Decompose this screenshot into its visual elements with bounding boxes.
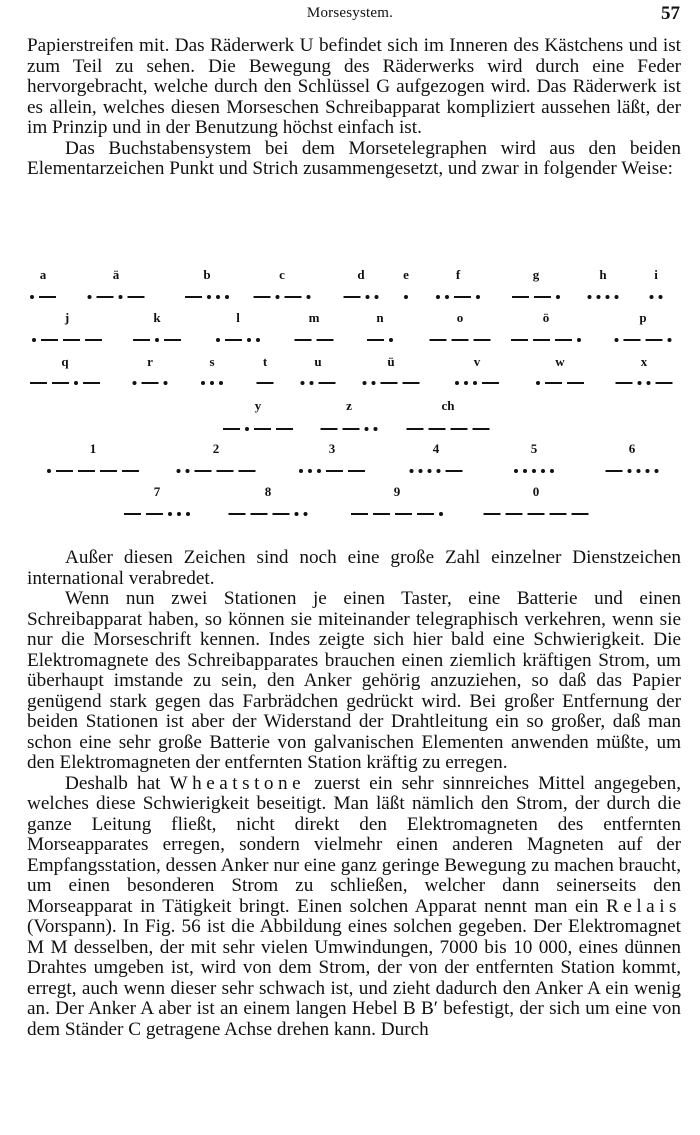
morse-dash xyxy=(446,470,463,473)
morse-code-sequence xyxy=(650,293,663,301)
morse-dot xyxy=(276,295,280,299)
morse-code-sequence xyxy=(30,293,56,301)
morse-dash xyxy=(295,339,312,342)
morse-char-label: l xyxy=(236,310,240,325)
morse-char-label: c xyxy=(279,267,285,282)
morse-char-label: 6 xyxy=(628,441,636,456)
morse-dot xyxy=(30,295,34,299)
morse-dash xyxy=(39,296,56,299)
morse-dash xyxy=(454,296,471,299)
morse-char-label: i xyxy=(654,267,658,282)
morse-code-table xyxy=(0,255,700,525)
morse-char-label: 8 xyxy=(264,484,272,499)
morse-dash xyxy=(367,339,384,342)
morse-char-label: 1 xyxy=(89,441,97,456)
morse-dot xyxy=(216,338,220,342)
morse-dot xyxy=(476,295,480,299)
morse-dash xyxy=(251,513,268,516)
morse-dot xyxy=(219,381,223,385)
morse-char-label: 7 xyxy=(153,484,161,499)
morse-dash xyxy=(133,339,150,342)
morse-dot xyxy=(646,469,650,473)
morse-dash xyxy=(254,428,271,431)
morse-dot xyxy=(247,338,251,342)
morse-dot xyxy=(523,469,527,473)
morse-code-sequence xyxy=(254,293,311,301)
morse-dot xyxy=(419,469,423,473)
text-block-top xyxy=(27,36,681,180)
morse-dot xyxy=(177,469,181,473)
morse-char-label: j xyxy=(64,310,70,325)
morse-dot xyxy=(210,381,214,385)
morse-dot xyxy=(32,338,36,342)
morse-dot xyxy=(310,381,314,385)
morse-char-label: p xyxy=(639,310,647,325)
morse-dash xyxy=(624,339,641,342)
morse-dash xyxy=(100,470,117,473)
morse-dot xyxy=(177,512,181,516)
morse-dot xyxy=(216,295,220,299)
morse-dot xyxy=(445,295,449,299)
morse-dash xyxy=(646,339,663,342)
morse-dot xyxy=(366,295,370,299)
morse-dot xyxy=(659,295,663,299)
morse-code-sequence xyxy=(185,293,229,301)
morse-code-sequence xyxy=(436,293,480,301)
running-title: Morsesystem. xyxy=(306,5,394,21)
morse-dash xyxy=(83,382,100,385)
morse-char-label: f xyxy=(455,267,461,282)
morse-char-label: d xyxy=(357,267,365,282)
morse-dot xyxy=(155,338,159,342)
paragraph-continuation: Papierstreifen mit. Das Räderwerk U befindet sich im Inneren des Kästchens und ist zum Teil zu sehen. Die Bewegung des Räderwerks wird durch eine Feder hervorgebracht, welche durch den Schlüssel G aufgezogen wird. Das Räderwerk ist es allein, welches diesen Morseschen Schreibapparat kompliziert aussehen läßt, der im Prinzip und in der Benutzung höchst einfach ist. xyxy=(27,35,681,138)
morse-dash xyxy=(319,382,336,385)
morse-dot xyxy=(389,338,393,342)
morse-dot xyxy=(550,469,554,473)
morse-dash xyxy=(142,382,159,385)
morse-dot xyxy=(556,295,560,299)
morse-dot xyxy=(375,295,379,299)
morse-code-sequence xyxy=(536,379,584,387)
morse-dash xyxy=(533,339,550,342)
morse-dash xyxy=(185,296,202,299)
morse-dot xyxy=(307,295,311,299)
morse-char-label: 0 xyxy=(532,484,540,499)
morse-char-label: w xyxy=(555,354,565,369)
morse-dash xyxy=(506,513,523,516)
morse-dot xyxy=(304,512,308,516)
morse-code-sequence xyxy=(30,379,100,387)
morse-code-sequence xyxy=(299,467,365,475)
morse-dash xyxy=(407,428,424,431)
morse-dash xyxy=(146,513,163,516)
morse-dot xyxy=(647,381,651,385)
morse-dot xyxy=(437,469,441,473)
morse-dash xyxy=(381,382,398,385)
page-number: 57 xyxy=(661,3,680,24)
morse-dot xyxy=(164,381,168,385)
morse-dot xyxy=(88,295,92,299)
morse-char-label: n xyxy=(376,310,384,325)
morse-dash xyxy=(482,382,499,385)
morse-dash xyxy=(122,470,139,473)
morse-code-sequence xyxy=(514,467,554,475)
paragraph-buchstabensystem: Das Buchstabensystem bei dem Morsetelegraphen wird aus den beiden Elementarzeichen Punkt und Strich zusammengesetzt, und zwar in folgender Weise: xyxy=(27,137,681,179)
morse-char-label: t xyxy=(262,354,268,369)
morse-code-sequence xyxy=(367,336,393,344)
morse-dash xyxy=(317,339,334,342)
morse-dash xyxy=(351,513,368,516)
morse-dot xyxy=(74,381,78,385)
morse-dash xyxy=(164,339,181,342)
paragraph-relais: Deshalb hat Wheatstone zuerst ein sehr sinnreiches Mittel angegeben, welches diese Schwierigkeit beseitigt. Man läßt nämlich den Strom, der durch die ganze Leitung fließt, nicht direkt den Elektromagneten des entfernten Morseapparates erregen, sondern vielmehr einen anderen Magneten auf der Empfangsstation, dessen Anker nur eine ganz geringe Bewegung zu machen braucht, um einen besonderen Strom zu schließen, welcher dann seinerseits den Morseapparat in Tätigkeit bringt. Einen solchen Apparat nennt man ein Relais (Vorspann). In Fig. 56 ist die Abbildung eines solchen gegeben. Der Elektromagnet M M desselben, der mit sehr vielen Umwindungen, 7000 bis 10 000, eines dünnen Drahtes umgeben ist, wird von dem Strom, der von der entfernten Station kommt, erregt, auch wenn dieser sehr schwach ist, und zieht dadurch den Anker A ein wenig an. Der Anker A aber ist an einem langen Hebel B B′ befestigt, der sich um eine von dem Ständer C getragene Achse drehen kann. Durch xyxy=(27,772,681,1040)
morse-dot xyxy=(637,469,641,473)
morse-dash xyxy=(656,382,673,385)
morse-dot xyxy=(541,469,545,473)
morse-dash xyxy=(545,382,562,385)
morse-char-label: 4 xyxy=(432,441,440,456)
morse-dash xyxy=(257,382,274,385)
morse-code-sequence xyxy=(124,510,190,518)
morse-code-sequence xyxy=(430,336,491,344)
morse-char-label: a xyxy=(39,267,47,282)
morse-dash xyxy=(484,513,501,516)
morse-code-sequence xyxy=(512,293,560,301)
morse-code-sequence xyxy=(616,379,673,387)
morse-dot xyxy=(363,381,367,385)
page-header xyxy=(0,3,700,25)
morse-dash xyxy=(429,428,446,431)
morse-char-label: s xyxy=(209,354,215,369)
morse-dot xyxy=(168,512,172,516)
morse-code-sequence xyxy=(32,336,102,344)
morse-code-sequence xyxy=(404,293,408,301)
morse-dash xyxy=(528,513,545,516)
morse-dash xyxy=(41,339,58,342)
morse-char-label: x xyxy=(640,354,648,369)
morse-dot xyxy=(201,381,205,385)
morse-dot xyxy=(133,381,137,385)
morse-dot xyxy=(308,469,312,473)
morse-code-sequence xyxy=(606,467,659,475)
morse-dash xyxy=(395,513,412,516)
morse-dash xyxy=(30,382,47,385)
text-block-bottom xyxy=(27,548,681,1040)
morse-char-label: m xyxy=(308,310,320,325)
morse-dot xyxy=(615,338,619,342)
morse-dot xyxy=(186,469,190,473)
morse-dot xyxy=(225,295,229,299)
morse-dot xyxy=(628,469,632,473)
morse-dot xyxy=(615,295,619,299)
morse-dash xyxy=(128,296,145,299)
morse-char-label: q xyxy=(61,354,69,369)
morse-dash xyxy=(229,513,246,516)
morse-char-label: y xyxy=(254,398,262,413)
morse-dash xyxy=(276,428,293,431)
morse-code-sequence xyxy=(484,510,589,518)
morse-code-sequence xyxy=(511,336,581,344)
morse-dot xyxy=(299,469,303,473)
morse-code-sequence xyxy=(410,467,463,475)
morse-code-sequence xyxy=(201,379,223,387)
morse-code-sequence xyxy=(216,336,260,344)
morse-dash xyxy=(606,470,623,473)
morse-dash xyxy=(217,470,234,473)
morse-char-label: k xyxy=(153,310,161,325)
morse-dot xyxy=(655,469,659,473)
morse-code-sequence xyxy=(133,379,168,387)
morse-char-label: ä xyxy=(112,267,120,282)
morse-char-label: o xyxy=(456,310,464,325)
morse-char-label: ch xyxy=(441,398,455,413)
morse-dash xyxy=(430,339,447,342)
morse-dash xyxy=(63,339,80,342)
person-name-wheatstone: Wheatstone xyxy=(169,772,306,794)
morse-dot xyxy=(410,469,414,473)
morse-dash xyxy=(417,513,434,516)
morse-dot xyxy=(514,469,518,473)
morse-dot xyxy=(428,469,432,473)
paragraph-stationen: Wenn nun zwei Stationen je einen Taster, eine Batterie und einen Schreibapparat haben, so können sie miteinander telegraphisch verkehren, wenn sie nur die Morseschrift kennen. Indes zeigte sich hier bald eine Schwierigkeit. Die Elektromagnete des Schreibapparates brauchen einen ziemlich kräftigen Strom, um überhaupt imstande zu sein, den Anker gehörig anzuziehen, so daß das Papier genügend stark gegen das Farbrädchen gedrückt wird. Bei großer Entfernung der beiden Stationen ist aber der Widerstand der Drahtleitung ein so großer, daß man schon eine sehr große Batterie von galvanischen Elementen anwenden müßte, um den Elektromagneten der entfernten Station kräftig zu erregen. xyxy=(27,588,681,773)
morse-dash xyxy=(254,296,271,299)
morse-dot xyxy=(365,427,369,431)
morse-dash xyxy=(572,513,589,516)
morse-dot xyxy=(317,469,321,473)
morse-dash xyxy=(550,513,567,516)
morse-dot xyxy=(455,381,459,385)
morse-dot xyxy=(597,295,601,299)
morse-dash xyxy=(273,513,290,516)
morse-dot xyxy=(374,427,378,431)
morse-code-sequence xyxy=(407,425,490,433)
morse-char-label: ü xyxy=(387,354,395,369)
morse-dot xyxy=(436,295,440,299)
morse-dot xyxy=(668,338,672,342)
morse-dash xyxy=(326,470,343,473)
morse-char-label: ö xyxy=(542,310,550,325)
morse-dash xyxy=(474,339,491,342)
morse-dash xyxy=(223,428,240,431)
morse-dot xyxy=(473,381,477,385)
morse-dot xyxy=(577,338,581,342)
morse-code-sequence xyxy=(88,293,145,301)
morse-char-label: e xyxy=(403,267,409,282)
morse-dash xyxy=(534,296,551,299)
morse-char-label: g xyxy=(532,267,540,282)
morse-dash xyxy=(52,382,69,385)
morse-dash xyxy=(225,339,242,342)
morse-dash xyxy=(452,339,469,342)
morse-dash xyxy=(195,470,212,473)
morse-code-sequence xyxy=(455,379,499,387)
morse-dot xyxy=(588,295,592,299)
morse-dash xyxy=(97,296,114,299)
morse-dash xyxy=(567,382,584,385)
morse-code-sequence xyxy=(344,293,379,301)
morse-dash xyxy=(344,296,361,299)
morse-dash xyxy=(555,339,572,342)
morse-code-sequence xyxy=(615,336,672,344)
morse-dash xyxy=(343,428,360,431)
morse-char-label: v xyxy=(473,354,481,369)
morse-dash xyxy=(285,296,302,299)
morse-dash xyxy=(85,339,102,342)
morse-char-label: z xyxy=(346,398,352,413)
morse-char-label: 5 xyxy=(530,441,538,456)
morse-dot xyxy=(439,512,443,516)
morse-dot xyxy=(372,381,376,385)
morse-dot xyxy=(638,381,642,385)
morse-dash xyxy=(511,339,528,342)
morse-dash xyxy=(124,513,141,516)
morse-dot xyxy=(256,338,260,342)
morse-dash xyxy=(373,513,390,516)
morse-code-sequence xyxy=(133,336,181,344)
morse-dot xyxy=(119,295,123,299)
morse-code-sequence xyxy=(223,425,293,433)
morse-code-sequence xyxy=(177,467,256,475)
morse-code-sequence xyxy=(301,379,336,387)
morse-dot xyxy=(207,295,211,299)
morse-code-sequence xyxy=(229,510,308,518)
morse-dot xyxy=(186,512,190,516)
morse-char-label: u xyxy=(314,354,322,369)
morse-code-sequence xyxy=(588,293,619,301)
morse-code-sequence xyxy=(47,467,139,475)
term-relais: Relais xyxy=(606,895,681,917)
morse-code-sequence xyxy=(321,425,378,433)
morse-char-label: 9 xyxy=(393,484,401,499)
morse-dot xyxy=(301,381,305,385)
morse-dot xyxy=(47,469,51,473)
morse-char-label: r xyxy=(147,354,153,369)
morse-dot xyxy=(606,295,610,299)
morse-dash xyxy=(403,382,420,385)
morse-dash xyxy=(56,470,73,473)
morse-dash xyxy=(239,470,256,473)
morse-dash xyxy=(473,428,490,431)
morse-dot xyxy=(295,512,299,516)
morse-char-label: h xyxy=(599,267,607,282)
morse-dot xyxy=(536,381,540,385)
morse-code-sequence xyxy=(295,336,334,344)
morse-code-sequence xyxy=(257,379,274,387)
morse-dot xyxy=(650,295,654,299)
morse-char-label: 2 xyxy=(212,441,220,456)
morse-code-sequence xyxy=(363,379,420,387)
morse-dot xyxy=(245,427,249,431)
morse-char-label: 3 xyxy=(328,441,336,456)
morse-code-sequence xyxy=(351,510,443,518)
morse-dash xyxy=(321,428,338,431)
paragraph-dienstzeichen: Außer diesen Zeichen sind noch eine große Zahl einzelner Dienstzeichen international verabredet. xyxy=(27,547,681,589)
morse-dash xyxy=(348,470,365,473)
morse-dot xyxy=(464,381,468,385)
morse-dash xyxy=(616,382,633,385)
morse-dot xyxy=(404,295,408,299)
morse-dot xyxy=(532,469,536,473)
morse-char-label: b xyxy=(203,267,211,282)
morse-dash xyxy=(512,296,529,299)
morse-dash xyxy=(451,428,468,431)
morse-dash xyxy=(78,470,95,473)
